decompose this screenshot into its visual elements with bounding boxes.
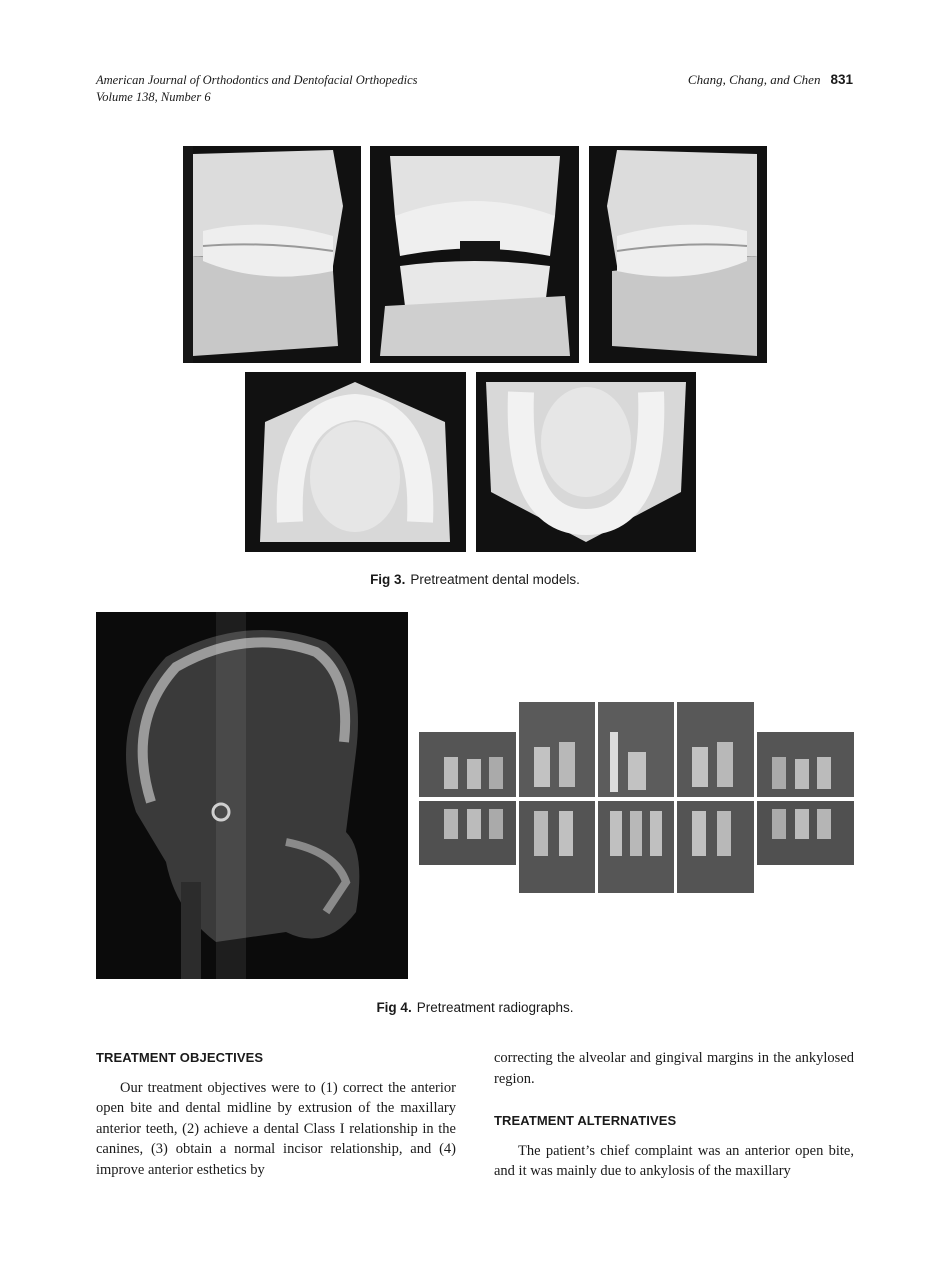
page-number: 831 bbox=[830, 72, 853, 87]
figure-3-caption bbox=[0, 572, 950, 587]
periapical-film-upper-1 bbox=[419, 732, 516, 797]
model-photo-maxillary-occlusal bbox=[245, 372, 466, 552]
author-names: Chang, Chang, and Chen bbox=[687, 72, 821, 87]
section-heading-treatment-objectives: TREATMENT OBJECTIVES bbox=[96, 1050, 264, 1065]
figure-4-caption-text: Pretreatment radiographs. bbox=[416, 1000, 574, 1015]
left-text-column bbox=[96, 1048, 456, 1180]
model-photo-frontal bbox=[370, 146, 579, 363]
model-photo-right-lateral bbox=[183, 146, 361, 363]
running-header-right bbox=[688, 72, 853, 88]
running-header-left bbox=[96, 72, 418, 106]
periapical-film-lower-5 bbox=[757, 801, 854, 865]
continuation-paragraph: correcting the alveolar and gingival margins in the ankylosed region. bbox=[494, 1050, 854, 1087]
periapical-film-upper-2 bbox=[519, 702, 595, 797]
periapical-film-lower-4 bbox=[677, 801, 754, 893]
periapical-film-upper-3 bbox=[598, 702, 674, 797]
figure-3-caption-text: Pretreatment dental models. bbox=[410, 572, 580, 587]
figure-4-label: Fig 4. bbox=[376, 1000, 412, 1015]
treatment-objectives-paragraph: Our treatment objectives were to (1) correct the anterior open bite and dental midline by extrusion of the maxillary anterior teeth, (2) achieve a dental Class I relationship in the canines, (3) obtain a normal incisor relationship, and (4) improve anterior esthetics by bbox=[96, 1079, 456, 1178]
periapical-film-lower-2 bbox=[519, 801, 595, 893]
figure-3-label: Fig 3. bbox=[370, 572, 406, 587]
periapical-film-upper-4 bbox=[677, 702, 754, 797]
periapical-film-lower-3 bbox=[598, 801, 674, 893]
treatment-alternatives-paragraph: The patient’s chief complaint was an anterior open bite, and it was mainly due to ankylosis of the maxillary bbox=[494, 1142, 854, 1179]
cephalometric-radiograph bbox=[96, 612, 408, 979]
model-photo-mandibular-occlusal bbox=[476, 372, 696, 552]
figure-4-caption bbox=[0, 1000, 950, 1015]
periapical-film-lower-1 bbox=[419, 801, 516, 865]
periapical-film-upper-5 bbox=[757, 732, 854, 797]
section-heading-treatment-alternatives: TREATMENT ALTERNATIVES bbox=[494, 1113, 677, 1128]
journal-title: American Journal of Orthodontics and Dentofacial Orthopedics bbox=[96, 73, 418, 87]
model-photo-left-lateral bbox=[589, 146, 767, 363]
journal-volume: Volume 138, Number 6 bbox=[96, 90, 211, 104]
right-text-column bbox=[494, 1048, 854, 1182]
